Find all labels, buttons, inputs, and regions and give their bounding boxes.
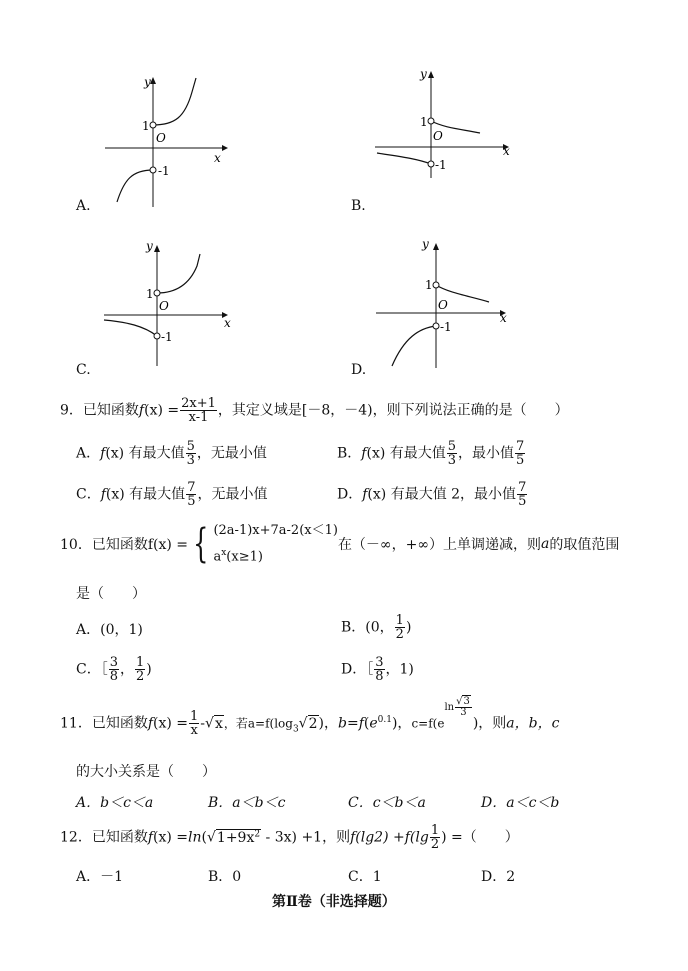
inner: 1+9x xyxy=(216,829,255,846)
fraction xyxy=(447,440,457,467)
q10-option-a: A．(0，1) xyxy=(76,622,143,638)
q9-option-c xyxy=(76,481,267,508)
log-base: 3 xyxy=(292,724,299,735)
c-pre: c=f(e xyxy=(411,716,445,731)
y-axis-label: y xyxy=(420,67,427,81)
q10-line2: 是（ ） xyxy=(76,586,146,602)
opt-text: (x) 有最大值 xyxy=(366,445,446,462)
left-brace: { xyxy=(193,521,209,568)
den: 5 xyxy=(518,494,527,509)
q9-option-b xyxy=(337,440,526,467)
num: 7 xyxy=(516,439,525,454)
b-var: b xyxy=(337,715,347,732)
paren: ( xyxy=(201,829,207,846)
num: 5 xyxy=(186,439,195,454)
q11-mid1: ，若a=f(log xyxy=(223,716,293,731)
q11-line2: 的大小关系是（ ） xyxy=(76,764,216,780)
lg-1: (lg2) + xyxy=(355,829,405,846)
neg-one-label: -1 xyxy=(161,330,173,344)
q9-number: 9．已知函数 xyxy=(60,402,139,419)
graph-a-option: A. xyxy=(76,198,91,214)
sqrt-3: 3 xyxy=(463,695,470,707)
den: x xyxy=(190,723,198,738)
sqrt-2: 2 xyxy=(308,715,318,732)
fraction xyxy=(374,656,384,683)
neg-one-label: -1 xyxy=(435,158,447,172)
case-1: (2a-1)x+7a-2(x＜1) xyxy=(213,523,338,538)
num: 1 xyxy=(395,613,404,628)
graph-c-svg xyxy=(102,238,242,368)
opt-text: C．［ xyxy=(76,661,108,678)
fraction xyxy=(515,440,525,467)
section-title: 第Ⅱ卷（非选择题） xyxy=(272,894,396,910)
opt-label: C． xyxy=(76,486,101,503)
question-11 xyxy=(60,695,560,738)
q11-paren: (x) = xyxy=(153,715,189,732)
den: 2 xyxy=(395,627,404,642)
sqrt-x: x xyxy=(214,715,223,732)
q10-option-c xyxy=(76,656,152,683)
abc: a，b，c xyxy=(506,715,560,732)
q10-option-b xyxy=(341,614,411,641)
q11-number: 11．已知函数 xyxy=(60,715,148,732)
q12-number: 12．已知函数 xyxy=(60,829,148,846)
fraction xyxy=(186,440,196,467)
x-axis-label: x xyxy=(224,316,231,330)
opt-text: ，最小值 xyxy=(458,445,515,462)
ln: ln xyxy=(188,829,202,846)
q11-mid2: )， xyxy=(318,715,338,732)
den: 2 xyxy=(136,669,145,684)
lg-2: (lg xyxy=(409,829,429,846)
q11-option-a: A．b＜c＜a xyxy=(76,795,154,811)
opt-text: D．［ xyxy=(341,661,374,678)
sqrt-sign: √ xyxy=(206,829,216,846)
opt-label: B． xyxy=(337,445,362,462)
num: √3 xyxy=(456,695,470,707)
q11-c-post: )，则 xyxy=(472,715,507,732)
eq: = xyxy=(346,715,359,732)
graph-d xyxy=(374,238,514,373)
q10-a: a xyxy=(541,536,550,553)
q9-frac-num: 2x+1 xyxy=(181,396,216,411)
q12-option-b: B．0 xyxy=(208,869,242,885)
q9-option-a xyxy=(76,440,267,467)
y-axis-label: y xyxy=(146,239,153,253)
f: f xyxy=(147,829,154,846)
b-exp: 0.1 xyxy=(377,714,392,725)
ln: ln xyxy=(444,701,455,713)
num: 5 xyxy=(447,439,457,454)
fraction xyxy=(135,656,145,683)
q12-end: ) =（ ） xyxy=(441,829,519,846)
q11-option-b: B．a＜b＜c xyxy=(208,795,286,811)
case-2-cond: (x≥1) xyxy=(226,549,263,565)
den: 8 xyxy=(109,669,118,684)
q9-f: f xyxy=(138,402,145,419)
opt-text: ) xyxy=(405,619,412,636)
q9-paren: (x) = xyxy=(144,402,180,419)
q9-fraction xyxy=(180,397,217,424)
paren: ( xyxy=(363,715,370,732)
fraction xyxy=(395,614,405,641)
one-label: 1 xyxy=(142,119,150,133)
opt-text: (x) 有最大值 xyxy=(105,445,185,462)
question-9 xyxy=(60,397,569,424)
den: 5 xyxy=(187,494,196,509)
graph-d-option: D. xyxy=(351,362,367,378)
opt-text: B．(0， xyxy=(341,619,394,636)
case-2-base: a xyxy=(213,549,222,565)
den: 8 xyxy=(375,669,384,684)
f: f xyxy=(100,445,106,462)
opt-text: (x) 有最大值 xyxy=(105,486,186,503)
q10-option-d xyxy=(341,656,414,683)
case-2-exp: x xyxy=(221,548,227,558)
one-label: 1 xyxy=(425,278,433,292)
neg-one-label: -1 xyxy=(158,164,170,178)
opt-text: ，无最小值 xyxy=(197,486,268,503)
q12-option-a: A．－1 xyxy=(76,869,124,885)
f: f xyxy=(362,486,368,503)
opt-text: ) xyxy=(146,661,152,678)
one-label: 1 xyxy=(420,115,428,129)
opt-text: ，无最小值 xyxy=(196,445,267,462)
c-exponent xyxy=(444,697,472,718)
num: 3 xyxy=(375,655,384,670)
q11-option-c: C．c＜b＜a xyxy=(348,795,426,811)
neg-one-label: -1 xyxy=(440,320,452,334)
graph-b-option: B. xyxy=(351,198,366,214)
opt-text: ，1) xyxy=(385,661,414,678)
fraction xyxy=(189,710,199,737)
graph-c xyxy=(102,238,242,368)
q10-rest2: 的取值范围 xyxy=(549,537,620,554)
q12-paren: (x) = xyxy=(153,829,189,846)
x-axis-label: x xyxy=(214,151,221,165)
num: 1 xyxy=(136,655,145,670)
f: f xyxy=(358,715,364,732)
fraction xyxy=(517,481,527,508)
e: e xyxy=(369,715,378,732)
q12-after: - 3x) +1，则 xyxy=(261,829,351,846)
den: 3 xyxy=(460,706,467,718)
fraction xyxy=(430,824,440,851)
f: f xyxy=(350,829,356,846)
graph-a xyxy=(100,72,230,212)
den: 2 xyxy=(430,837,440,852)
fraction xyxy=(186,481,196,508)
graph-b-svg xyxy=(375,66,515,186)
question-12 xyxy=(60,824,519,851)
graph-c-option: C. xyxy=(76,362,91,378)
q9-rest: ，其定义域是[－8，－4)，则下列说法正确的是（ ） xyxy=(217,402,569,419)
origin-label: O xyxy=(438,298,448,312)
minus: - xyxy=(200,715,206,732)
q9-option-d xyxy=(337,481,528,508)
graph-a-svg xyxy=(100,72,230,212)
origin-label: O xyxy=(433,129,443,143)
opt-text: (x) 有最大值 2，最小值 xyxy=(367,486,517,503)
den: 3 xyxy=(186,453,195,468)
fraction xyxy=(109,656,119,683)
piecewise-cases xyxy=(213,520,337,568)
origin-label: O xyxy=(159,299,169,313)
sup: 2 xyxy=(254,828,261,839)
f: f xyxy=(361,445,367,462)
origin-label: O xyxy=(156,131,166,145)
q11-b-post: )， xyxy=(391,715,412,732)
y-axis-label: y xyxy=(422,237,429,251)
num: 1 xyxy=(190,709,199,724)
x-axis-label: x xyxy=(500,311,507,325)
q10-number: 10．已知函数f(x) = xyxy=(60,537,188,554)
opt-label: A． xyxy=(76,445,101,462)
num: 7 xyxy=(518,480,527,495)
den: 3 xyxy=(447,453,457,468)
den: 5 xyxy=(516,453,525,468)
q9-frac-den: x-1 xyxy=(188,410,209,425)
fraction xyxy=(455,697,472,718)
sqrt-sign: √ xyxy=(298,715,308,732)
num: 1 xyxy=(430,823,440,838)
f: f xyxy=(147,715,154,732)
question-10 xyxy=(60,520,619,568)
q10-rest1: 在（－∞，+∞）上单调递减，则 xyxy=(337,537,541,554)
q12-option-c: C．1 xyxy=(348,869,382,885)
x-axis-label: x xyxy=(503,144,510,158)
f: f xyxy=(100,486,106,503)
q11-option-d: D．a＜c＜b xyxy=(481,795,560,811)
num: 3 xyxy=(109,655,118,670)
graph-d-svg xyxy=(374,238,514,373)
f: f xyxy=(404,829,410,846)
one-label: 1 xyxy=(146,287,154,301)
num: 7 xyxy=(187,480,196,495)
sqrt-body xyxy=(216,829,261,846)
opt-text: ， xyxy=(120,661,134,678)
sqrt-sign: √ xyxy=(205,715,214,732)
graph-b xyxy=(375,66,515,186)
opt-label: D． xyxy=(337,486,363,503)
y-axis-label: y xyxy=(144,75,151,89)
q12-option-d: D．2 xyxy=(481,869,516,885)
